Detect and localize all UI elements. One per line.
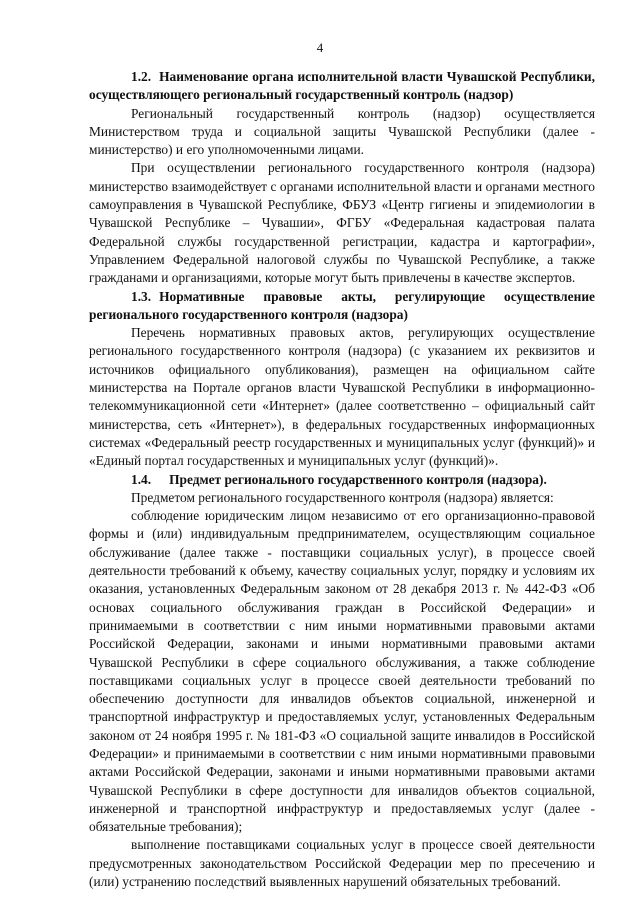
section-number: 1.4.	[131, 471, 152, 487]
paragraph: Региональный государственный контроль (надзор) осуществляется Министерством труда и социальной защиты Чувашской Республики (далее - министерство) и его уполномоченными лицами.	[89, 105, 595, 158]
section-number: 1.3.	[131, 288, 152, 304]
paragraph: При осуществлении регионального государственного контроля (надзора) министерство взаимодействует с органами исполнительной власти и органами местного самоуправления в Чувашской Республике, ФБУЗ «Центр гигиены и эпидемиологии в Чувашской Республике – Чувашии», ФГБУ «Федеральная кадастровая палата Федеральной службы государственной регистрации, кадастра и картографии», Управлением Федеральной налоговой службы по Чувашской Республике, а также гражданами и организациями, которые могут быть привлечены в качестве экспертов.	[89, 160, 595, 286]
section-number: 1.2.	[131, 69, 152, 84]
paragraph: выполнение поставщиками социальных услуг в процессе своей деятельности предусмотренных законодательством Российской Федерации мер по пресечению и (или) устранению последствий выявленных нарушений обязательных требований.	[89, 837, 595, 890]
section-title: Предмет регионального государственного контроля (надзора).	[169, 471, 547, 487]
section-heading-1-2	[89, 68, 595, 105]
section-heading-1-3	[89, 288, 595, 325]
document-body	[89, 68, 595, 891]
paragraph: соблюдение юридическим лицом независимо от его организационно-правовой формы и (или) индивидуальным предпринимателем, осуществляющим социальное обслуживание (далее также - поставщики социальных услуг), в процессе своей деятельности требований к объему, качеству социальных услуг, порядку и условиям их оказания, установленных Федеральным законом от 28 декабря 2013 г. № 442-ФЗ «Об основах социального обслуживания граждан в Российской Федерации» и принимаемыми в соответствии с ним иными нормативными правовыми актами Российской Федерации, законами и иными нормативными правовыми актами Чувашской Республики в сфере социального обслуживания, а также соблюдение поставщиками социальных услуг в процессе своей деятельности требований по обеспечению доступности для инвалидов объектов социальной, инженерной и транспортной инфраструктур и предоставляемых услуг, установленных Федеральным законом от 24 ноября 1995 г. № 181-ФЗ «О социальной защите инвалидов в Российской Федерации» и принимаемыми в соответствии с ним иными нормативными правовыми актами Российской Федерации, законами и иными нормативными правовыми актами Чувашской Республики в сфере доступности для инвалидов объектов социальной, инженерной и транспортной инфраструктур и предоставляемых услуг (далее - обязательные требования);	[89, 508, 595, 835]
page-number: 4	[316, 40, 324, 55]
section-heading-1-4	[89, 471, 595, 489]
paragraph: Перечень нормативных правовых актов, регулирующих осуществление регионального государственного контроля (надзора) (с указанием их реквизитов и источников официального опубликования), размещен на официальном сайте министерства на Портале органов власти Чувашской Республики в информационно-телекоммуникационной сети «Интернет» (далее соответственно – официальный сайт министерства, сеть «Интернет»), в федеральных государственных информационных системах «Федеральный реестр государственных и муниципальных услуг (функций)» и «Единый портал государственных и муниципальных услуг (функций)».	[89, 325, 595, 469]
section-title: Наименование органа исполнительной власти Чувашской Республики, осуществляющего региональный государственный контроль (надзор)	[89, 69, 595, 103]
section-title: Нормативные правовые акты, регулирующие осуществление регионального государственного контроля (надзора)	[89, 288, 595, 322]
paragraph: Предметом регионального государственного контроля (надзора) является:	[131, 489, 554, 505]
